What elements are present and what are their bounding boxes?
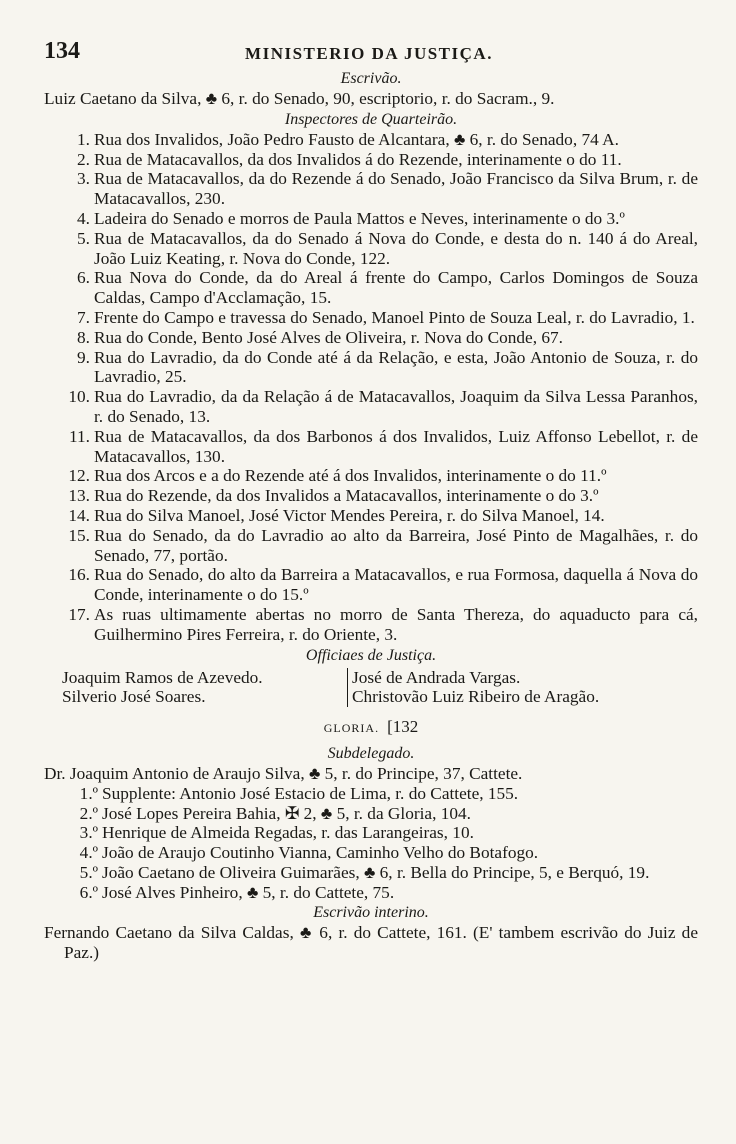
item-text: Rua do Silva Manoel, José Victor Mendes Pereira, r. do Silva Manoel, 14. [94, 505, 605, 525]
officiaes-left-column [44, 668, 347, 708]
list-item [44, 387, 698, 427]
list-item [44, 565, 698, 605]
list-item [44, 150, 698, 170]
official-name: Joaquim Ramos de Azevedo. [62, 667, 263, 687]
item-text: Rua dos Invalidos, João Pedro Fausto de Alcantara, ♣ 6, r. do Senado, 74 A. [94, 129, 619, 149]
item-text: Rua de Matacavallos, da dos Barbonos á dos Invalidos, Luiz Affonso Lebellot, r. de Matacavallos, 130. [94, 426, 698, 466]
list-item [44, 863, 698, 883]
item-number: 8. [77, 327, 90, 347]
list-item [44, 486, 698, 506]
list-item [44, 883, 698, 903]
section-number: [132 [387, 717, 419, 737]
item-text: Supplente: Antonio José Estacio de Lima, r. do Cattete, 155. [102, 783, 519, 803]
escrivao-interino-entry: Fernando Caetano da Silva Caldas, ♣ 6, r. do Cattete, 161. (E' tambem escrivão do Juiz de Paz.) [44, 923, 698, 963]
officiaes-heading: Officiaes de Justiça. [305, 646, 437, 664]
gloria-section-title [44, 717, 698, 739]
escrivao-heading: Escrivão. [340, 70, 402, 87]
item-text: Rua de Matacavallos, da dos Invalidos á do Rezende, interinamente o do 11. [94, 149, 622, 169]
item-number: 7. [77, 307, 90, 327]
item-text: Rua do Conde, Bento José Alves de Oliveira, r. Nova do Conde, 67. [94, 327, 563, 347]
item-text: Rua dos Arcos e a do Rezende até á dos Invalidos, interinamente o do 11.º [94, 466, 607, 486]
page-header [44, 38, 694, 68]
officiaes-right-column [347, 668, 698, 708]
running-title: MINISTERIO DA JUSTIÇA. [245, 44, 493, 63]
item-number: 3. [77, 169, 90, 189]
item-number: 9. [77, 347, 90, 367]
list-item [44, 169, 698, 209]
official-name: José de Andrada Vargas. [352, 667, 521, 687]
item-text: As ruas ultimamente abertas no morro de Santa Thereza, do aquaducto para cá, Guilhermino Pires Ferreira, r. do Oriente, 3. [94, 604, 698, 644]
list-item [44, 229, 698, 269]
item-text: José Lopes Pereira Bahia, ✠ 2, ♣ 5, r. da Gloria, 104. [102, 803, 471, 823]
item-number: 14. [68, 505, 90, 525]
item-number: 10. [68, 387, 90, 407]
item-text: Rua do Senado, do alto da Barreira a Matacavallos, e rua Formosa, daquella á Nova do Conde, interinamente o do 15.º [94, 565, 698, 605]
list-item [44, 209, 698, 229]
list-item [44, 784, 698, 804]
item-number: 4. [77, 208, 90, 228]
item-number: 11. [69, 426, 90, 446]
item-number: 3.º [79, 823, 98, 843]
inspectores-heading: Inspectores de Quarteirão. [284, 110, 458, 128]
item-text: Frente do Campo e travessa do Senado, Manoel Pinto de Souza Leal, r. do Lavradio, 1. [94, 307, 695, 327]
page-body [44, 68, 698, 963]
list-item [44, 605, 698, 645]
list-item [44, 506, 698, 526]
item-number: 2.º [79, 803, 98, 823]
item-number: 5.º [79, 862, 98, 882]
page-number: 134 [44, 38, 80, 64]
item-text: José Alves Pinheiro, ♣ 5, r. do Cattete, 75. [102, 882, 395, 902]
subdelegado-entry: Dr. Joaquim Antonio de Araujo Silva, ♣ 5, r. do Principe, 37, Cattete. [44, 763, 523, 783]
item-number: 12. [68, 466, 90, 486]
officiaes-columns [44, 668, 698, 708]
item-text: Rua do Senado, da do Lavradio ao alto da Barreira, José Pinto de Magalhães, r. do Senado, 77, portão. [94, 525, 698, 565]
list-item [44, 526, 698, 566]
item-number: 6.º [79, 882, 98, 902]
list-item [44, 427, 698, 467]
item-text: Ladeira do Senado e morros de Paula Mattos e Neves, interinamente o do 3.º [94, 208, 625, 228]
section-name: GLORIA. [323, 721, 380, 736]
item-text: João Caetano de Oliveira Guimarães, ♣ 6, r. Bella do Principe, 5, e Berquó, 19. [102, 862, 650, 882]
item-number: 1. [77, 129, 90, 149]
inspectores-list [44, 130, 698, 645]
subdelegado-heading: Subdelegado. [327, 744, 415, 762]
list-item [44, 843, 698, 863]
escrivao-entry: Luiz Caetano da Silva, ♣ 6, r. do Senado, 90, escriptorio, r. do Sacram., 9. [44, 89, 555, 108]
list-item [44, 130, 698, 150]
item-number: 2. [77, 149, 90, 169]
item-number: 5. [77, 228, 90, 248]
list-item [44, 823, 698, 843]
escrivao-interino-heading: Escrivão interino. [313, 904, 429, 922]
item-number: 6. [77, 268, 90, 288]
list-item [44, 348, 698, 388]
item-text: Rua de Matacavallos, da do Rezende á do Senado, João Francisco da Silva Brum, r. de Matacavallos, 230. [94, 169, 698, 209]
item-text: Henrique de Almeida Regadas, r. das Larangeiras, 10. [102, 823, 474, 843]
item-text: Rua do Rezende, da dos Invalidos a Matacavallos, interinamente o do 3.º [94, 486, 599, 506]
official-name: Christovão Luiz Ribeiro de Aragão. [352, 687, 600, 707]
official-name: Silverio José Soares. [62, 687, 206, 707]
list-item [44, 466, 698, 486]
list-item [44, 268, 698, 308]
item-text: Rua do Lavradio, da do Conde até á da Relação, e esta, João Antonio de Souza, r. do Lavradio, 25. [94, 347, 698, 387]
item-number: 1.º [79, 783, 98, 803]
list-item [44, 328, 698, 348]
item-number: 13. [68, 486, 90, 506]
item-text: João de Araujo Coutinho Vianna, Caminho Velho do Botafogo. [102, 843, 539, 863]
list-item [44, 308, 698, 328]
item-text: Rua de Matacavallos, da do Senado á Nova do Conde, e desta do n. 140 á do Areal, João Luiz Keating, r. Nova do Conde, 122. [94, 228, 698, 268]
item-number: 15. [68, 525, 90, 545]
item-number: 16. [68, 565, 90, 585]
item-number: 4.º [79, 843, 98, 863]
item-number: 17. [68, 604, 90, 624]
list-item [44, 804, 698, 824]
item-text: Rua Nova do Conde, da do Areal á frente do Campo, Carlos Domingos de Souza Caldas, Campo d'Acclamação, 15. [94, 268, 698, 308]
supplentes-list [44, 784, 698, 903]
item-text: Rua do Lavradio, da da Relação á de Matacavallos, Joaquim da Silva Lessa Paranhos, r. do Senado, 13. [94, 387, 698, 426]
